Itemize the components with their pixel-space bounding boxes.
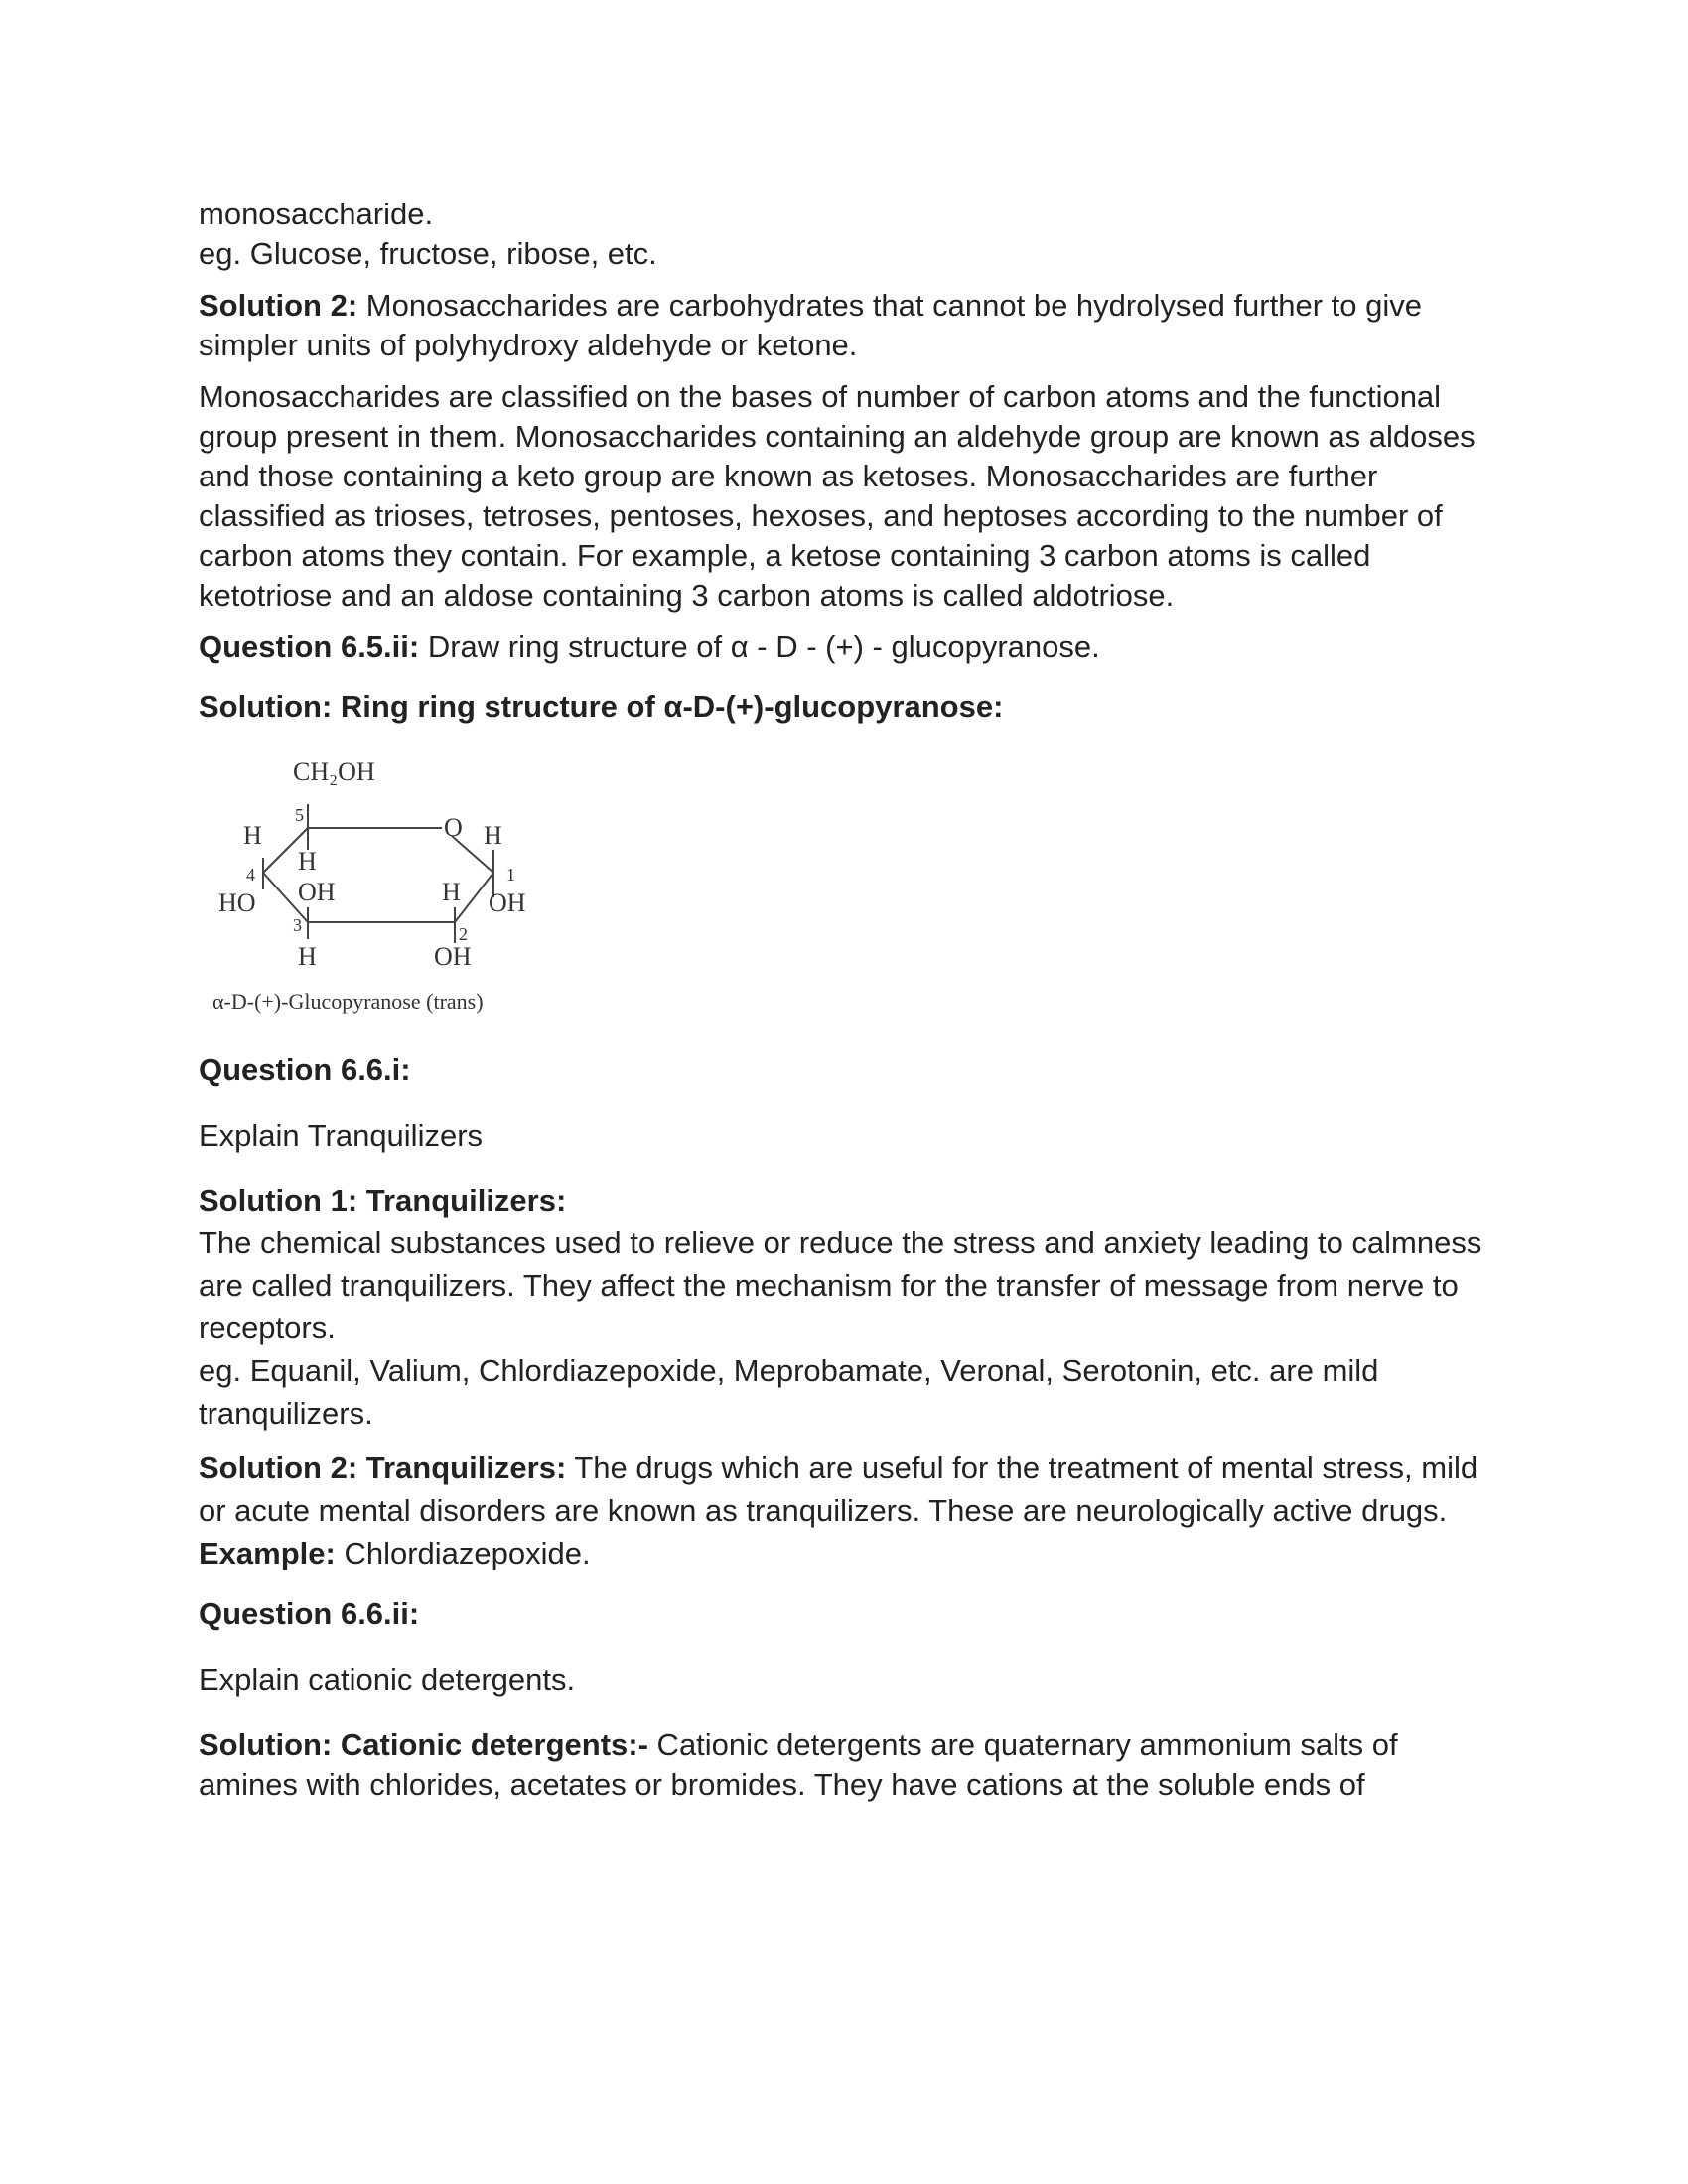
question-6-6-ii-heading: [199, 1594, 1499, 1634]
solution-1-text: The chemical substances used to relieve or reduce the stress and anxiety leading to calmness are called tranquilizers. They affect the mechanism for the transfer of message from nerve to receptors.: [199, 1225, 1482, 1345]
c5-left-hydrogen: H: [243, 821, 262, 850]
solution-2-label: Solution 2:: [199, 288, 358, 323]
solution-2-text: Monosaccharides are carbohydrates that cannot be hydrolysed further to give simpler units of polyhydroxy aldehyde or ketone.: [199, 288, 1422, 362]
c2-hydrogen: H: [442, 878, 461, 906]
c4-hydroxyl: OH: [298, 878, 336, 906]
c1-hydrogen: H: [484, 821, 502, 850]
carbon-5-number: 5: [295, 805, 304, 825]
question-6-6-i-heading: [199, 1050, 1499, 1090]
example-text: Chlordiazepoxide.: [335, 1536, 591, 1570]
question-6-6-i-text: Explain Tranquilizers: [199, 1118, 484, 1153]
solution-1-example: eg. Equanil, Valium, Chlordiazepoxide, Meprobamate, Veronal, Serotonin, etc. are mild tranquilizers.: [199, 1353, 1379, 1431]
intro-line: monosaccharide.: [199, 197, 434, 231]
monosaccharide-classification-paragraph: Monosaccharides are classified on the bases of number of carbon atoms and the functional group present in them. Monosaccharides containing an aldehyde group are known as aldoses and those containing a keto group are known as ketoses. Monosaccharides are further classified as trioses, tetroses, pentoses, hexoses, and heptoses according to the number of carbon atoms they contain. For example, a ketose containing 3 carbon atoms is called ketotriose and an aldose containing 3 carbon atoms is called aldotriose.: [199, 379, 1476, 613]
document-content: [199, 195, 1499, 1805]
example-line: [199, 1532, 1499, 1574]
ch2oh-label: CH₂OH: [293, 757, 375, 786]
ring-oxygen-label: O: [444, 813, 463, 842]
solution-2-tranquilizers-text: The drugs which are useful for the treatment of mental stress, mild or acute mental disorders are known as tranquilizers. These are neurologically active drugs.: [199, 1450, 1478, 1528]
intro-example-line: eg. Glucose, fructose, ribose, etc.: [199, 236, 657, 271]
question-6-6-i-label: Question 6.6.i:: [199, 1052, 411, 1087]
solution-cationic-text: Cationic detergents are quaternary ammonium salts of amines with chlorides, acetates or bromides. They have cations at the soluble ends of: [199, 1727, 1398, 1802]
example-label: Example:: [199, 1536, 336, 1570]
solution-2-tranquilizers: [199, 1446, 1499, 1532]
c1-hydroxyl: OH: [489, 888, 526, 917]
glucopyranose-structure-svg: [199, 741, 576, 1038]
solution-cationic-detergents: [199, 1725, 1499, 1805]
solution-1-label: Solution 1: Tranquilizers:: [199, 1183, 567, 1218]
question-6-6-ii-label: Question 6.6.ii:: [199, 1596, 420, 1631]
question-6-6-ii-text: Explain cationic detergents.: [199, 1662, 576, 1697]
carbon-3-number: 3: [293, 915, 302, 935]
solution-ring-heading: [199, 687, 1499, 727]
c3-hydroxyl-left: HO: [218, 888, 256, 917]
c2-hydroxyl: OH: [434, 942, 472, 971]
solution-cationic-label: Solution: Cationic detergents:-: [199, 1727, 648, 1762]
carbon-2-number: 2: [459, 924, 468, 944]
solution-2-paragraph: [199, 286, 1499, 365]
question-6-5-ii-text: Draw ring structure of α - D - (+) - glucopyranose.: [419, 629, 1100, 664]
carbon-1-number: 1: [506, 865, 515, 885]
solution-ring-heading-text: Solution: Ring ring structure of α-D-(+)-glucopyranose:: [199, 689, 1004, 724]
question-6-5-ii-label: Question 6.5.ii:: [199, 629, 420, 664]
solution-2-tranquilizers-label: Solution 2: Tranquilizers:: [199, 1450, 567, 1485]
glucopyranose-ring-diagram: [199, 741, 576, 1038]
carbon-4-number: 4: [246, 865, 255, 885]
question-6-5-ii: [199, 627, 1499, 667]
solution-1-heading: [199, 1181, 1499, 1221]
c3-hydrogen: H: [298, 942, 317, 971]
diagram-caption: α-D-(+)-Glucopyranose (trans): [212, 989, 484, 1014]
c5-hydrogen: H: [298, 847, 317, 876]
